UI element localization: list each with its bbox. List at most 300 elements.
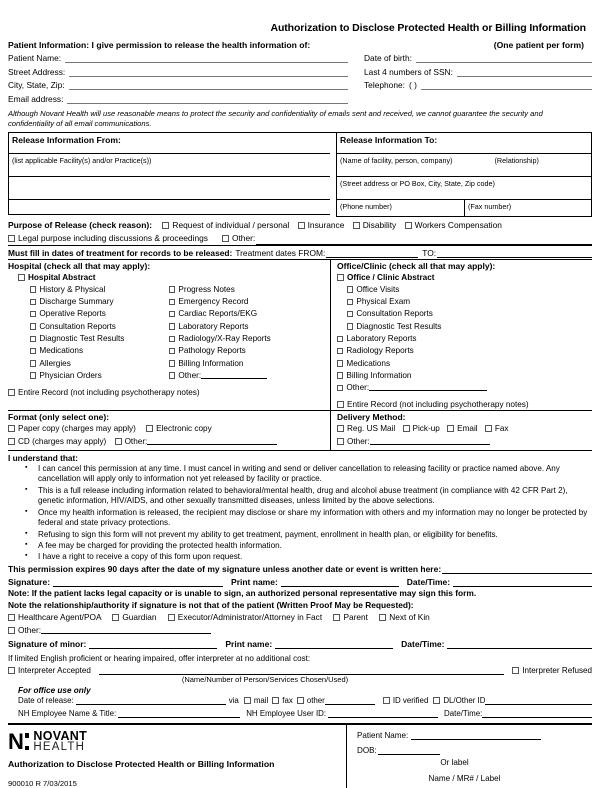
delivery-option-label: Reg. US Mail <box>347 424 396 434</box>
hospital-option-label: Laboratory Reports <box>178 321 249 331</box>
delivery-option-label: Other: <box>347 436 370 446</box>
checkbox-icon[interactable] <box>347 299 353 305</box>
footer-or-label: Or label <box>440 757 469 767</box>
hospital-column <box>8 260 330 411</box>
format-option-label: Paper copy (charges may apply) <box>18 424 136 434</box>
office-option-label: Medications <box>346 358 391 368</box>
novant-health-logo <box>8 730 346 754</box>
release-to-address-hint: (Street address or PO Box, City, State, Zip code) <box>340 178 495 188</box>
release-to-fax-hint: (Fax number) <box>468 201 512 211</box>
delivery-other-input[interactable] <box>370 436 490 445</box>
relationship-option-label: Guardian <box>122 612 157 623</box>
purpose-option-legal[interactable] <box>8 232 208 245</box>
print-name-input[interactable] <box>281 577 399 587</box>
release-from-hint: (list applicable Facility(s) and/or Practice(s)) <box>12 155 152 165</box>
email-address-label: Email address: <box>8 93 64 104</box>
telephone-label: Telephone: <box>364 80 405 91</box>
checkbox-icon[interactable] <box>347 323 353 329</box>
checkbox-icon[interactable] <box>30 348 36 354</box>
checkbox-icon[interactable] <box>30 299 36 305</box>
checkbox-icon[interactable] <box>403 425 410 432</box>
hospital-option-label: Physician Orders <box>39 370 102 380</box>
hospital-option-label: Radiology/X-Ray Reports <box>178 333 271 343</box>
treatment-date-to-input[interactable] <box>437 248 592 258</box>
understand-item-cancel: ▪ I can cancel this permission at any time. I must cancel in writing and send or deliver cancellation to releasing facility or practice named above. Any cancellation will apply only to information not yet released by facility or practice. <box>8 464 592 486</box>
minor-print-name-label: Print name: <box>225 638 273 649</box>
hospital-option-label: Pathology Reports <box>178 346 246 356</box>
checkbox-icon[interactable] <box>337 274 344 281</box>
checkbox-icon[interactable] <box>8 235 15 242</box>
release-to-relationship-hint: (Relationship) <box>494 155 539 165</box>
hospital-option-laboratory-reports[interactable] <box>169 321 330 333</box>
hospital-option-label: Discharge Summary <box>39 297 114 307</box>
checkbox-icon[interactable] <box>115 438 122 445</box>
email-disclaimer: Although Novant Health will use reasonable means to protect the security and confidentiality of emails sent and received, we cannot guarantee the security and confidentiality of all email communications. <box>8 109 543 129</box>
purpose-option-workers-comp-label: Workers Compensation <box>414 219 502 230</box>
relationship-option-parent[interactable] <box>333 612 367 622</box>
office-option-billing-information[interactable] <box>337 370 592 382</box>
logo-health-text: HEALTH <box>33 741 86 754</box>
date-of-release-input[interactable] <box>76 696 226 705</box>
hospital-option-label: History & Physical <box>39 284 106 294</box>
patient-information-fields <box>8 53 592 107</box>
office-use-option-label: ID verified <box>392 695 429 705</box>
relationship-option-label: Executor/Administrator/Attorney in Fact <box>177 612 323 623</box>
format-option-paper-copy[interactable] <box>8 424 136 433</box>
interpreter-refused-label: Interpreter Refused <box>522 665 592 675</box>
date-of-birth-label: Date of birth: <box>364 53 412 63</box>
checkbox-icon[interactable] <box>169 372 175 378</box>
patient-name-field[interactable] <box>8 53 348 63</box>
hospital-option-label: Consultation Reports <box>39 321 116 331</box>
office-option-label: Office Visits <box>356 284 400 294</box>
relationship-option-guardian[interactable] <box>112 612 156 622</box>
hospital-option-diagnostic-test-results[interactable] <box>8 333 169 345</box>
hospital-option-physician-orders[interactable] <box>8 370 169 382</box>
footer-patient-name-input[interactable] <box>411 731 541 740</box>
hospital-option-label: Cardiac Reports/EKG <box>178 309 258 319</box>
delivery-option-pickup[interactable] <box>403 424 440 433</box>
checkbox-icon[interactable] <box>168 614 175 621</box>
hospital-entire-record-option[interactable] <box>8 382 330 398</box>
checkbox-icon[interactable] <box>383 697 390 704</box>
office-entire-record-label: Entire Record (not including psychotherapy notes) <box>347 400 529 410</box>
hospital-option-label: Emergency Record <box>178 297 249 307</box>
checkbox-icon[interactable] <box>8 438 15 445</box>
office-option-office-visits[interactable] <box>337 284 592 296</box>
email-address-input[interactable] <box>67 94 348 104</box>
office-use-heading: For office use only <box>18 685 91 695</box>
understand-item-refusing: ▪ Refusing to sign this form will not prevent my ability to get treatment, payment, enrollment in health plan, or eligibility for benefits. <box>8 530 592 541</box>
minor-signature-input[interactable] <box>89 639 217 649</box>
checkbox-icon[interactable] <box>30 311 36 317</box>
checkbox-icon[interactable] <box>169 286 175 292</box>
interpreter-prompt: If limited English proficient or hearing impaired, offer interpreter at no additional cost: <box>8 653 311 663</box>
office-option-label: Radiology Reports <box>346 346 414 356</box>
release-to-name-cell[interactable] <box>336 153 592 176</box>
footer-left <box>8 725 346 788</box>
format-heading: Format (only select one): <box>8 412 110 423</box>
hospital-option-label: Diagnostic Test Results <box>39 333 125 343</box>
minor-signature-row <box>8 639 592 649</box>
checkbox-icon[interactable] <box>298 222 305 229</box>
format-option-electronic-copy[interactable] <box>146 424 212 433</box>
interpreter-caption: (Name/Number of Person/Services Chosen/Used) <box>181 674 349 684</box>
checkbox-icon[interactable] <box>8 667 15 674</box>
office-clinic-column <box>330 260 592 411</box>
purpose-option-individual-label: Request of individual / personal <box>172 219 290 230</box>
release-from-hint-cell[interactable] <box>8 153 330 176</box>
telephone-input[interactable] <box>421 80 592 90</box>
office-option-consultation-reports[interactable] <box>337 308 592 320</box>
relationship-option-executor[interactable] <box>168 612 322 622</box>
checkbox-icon[interactable] <box>30 360 36 366</box>
checkbox-icon[interactable] <box>8 614 15 621</box>
release-to-contact-row <box>336 199 592 217</box>
office-use-option-label: other <box>306 695 325 705</box>
expiration-text: This permission expires 90 days after the date of my signature unless another date or event is written here: <box>8 564 442 575</box>
street-address-input[interactable] <box>69 67 348 77</box>
delivery-option-label: Email <box>457 424 478 434</box>
format-column <box>8 411 330 449</box>
treatment-dates-to-label: TO: <box>422 247 437 258</box>
employee-user-id-label: NH Employee User ID: <box>246 708 327 718</box>
checkbox-icon[interactable] <box>112 614 119 621</box>
signature-input[interactable] <box>53 577 223 587</box>
delivery-option-label: Fax <box>494 424 509 434</box>
office-option-label: Diagnostic Test Results <box>356 321 442 331</box>
release-to-heading: Release Information To: <box>336 133 592 153</box>
expiration-row <box>8 564 592 574</box>
hospital-option-medications[interactable] <box>8 345 169 357</box>
release-from-line2-cell[interactable] <box>8 176 330 199</box>
relationship-option-next-of-kin[interactable] <box>379 612 430 622</box>
page-title: Authorization to Disclose Protected Health or Billing Information <box>270 22 586 34</box>
records-selection-section <box>8 259 592 411</box>
checkbox-icon[interactable] <box>169 348 175 354</box>
hospital-option-history-physical[interactable] <box>8 284 169 296</box>
release-information-from-block <box>8 133 330 217</box>
interpreter-row <box>8 665 592 675</box>
relationship-option-label: Healthcare Agent/POA <box>18 612 102 623</box>
treatment-date-from-input[interactable] <box>326 248 418 258</box>
hospital-option-other[interactable] <box>169 370 330 382</box>
via-label: via <box>228 695 239 705</box>
delivery-row-1 <box>337 423 592 435</box>
street-address-label: Street Address: <box>8 66 66 77</box>
minor-datetime-label: Date/Time: <box>401 638 445 649</box>
print-name-label: Print name: <box>231 576 278 587</box>
office-use-section <box>8 686 592 718</box>
interpreter-accepted-option[interactable] <box>8 666 91 675</box>
date-of-birth-input[interactable] <box>416 53 592 63</box>
delivery-option-other[interactable] <box>337 437 370 446</box>
office-use-option-label: fax <box>282 695 293 705</box>
format-option-cd[interactable] <box>8 437 106 446</box>
hospital-option-label: Operative Reports <box>39 309 106 319</box>
office-use-option-label: DL/Other ID <box>443 695 486 705</box>
checkbox-icon[interactable] <box>30 286 36 292</box>
checkbox-icon[interactable] <box>30 323 36 329</box>
interpreter-refused-option[interactable] <box>512 666 592 675</box>
relationship-other-label: Other: <box>18 625 42 636</box>
office-use-datetime-label: Date/Time: <box>444 708 483 718</box>
checkbox-icon[interactable] <box>337 401 344 408</box>
checkbox-icon[interactable] <box>30 372 36 378</box>
logo-novant-text: NOVANT <box>33 728 88 743</box>
footer-patient-name-label: Patient Name: <box>357 730 409 740</box>
hospital-option-discharge-summary[interactable] <box>8 296 169 308</box>
office-use-option-fax[interactable] <box>272 696 293 705</box>
purpose-row-1 <box>8 219 592 232</box>
checkbox-icon[interactable] <box>405 222 412 229</box>
release-to-phone-hint: (Phone number) <box>340 201 392 211</box>
relationship-other-input[interactable] <box>41 625 211 634</box>
delivery-option-label: Pick-up <box>412 424 440 434</box>
relationship-options-row <box>8 611 592 624</box>
format-option-label: Other: <box>124 436 148 446</box>
hospital-option-allergies[interactable] <box>8 358 169 370</box>
office-option-physical-exam[interactable] <box>337 296 592 308</box>
city-state-zip-label: City, State, Zip: <box>8 80 65 91</box>
signature-note-1: Note: If the patient lacks legal capacity or is unable to sign, an authorized personal representative may sign this form. <box>8 587 477 598</box>
checkbox-icon[interactable] <box>222 235 229 242</box>
relationship-option-other[interactable] <box>8 625 41 635</box>
office-option-radiology-reports[interactable] <box>337 345 592 357</box>
office-option-other[interactable] <box>337 382 592 394</box>
delivery-heading: Delivery Method: <box>337 412 406 423</box>
release-to-phone-cell[interactable] <box>336 200 464 216</box>
hospital-option-emergency-record[interactable] <box>169 296 330 308</box>
office-entire-record-option[interactable] <box>337 394 592 410</box>
date-of-birth-field[interactable] <box>364 53 592 63</box>
checkbox-icon[interactable] <box>169 299 175 305</box>
signature-row <box>8 577 592 587</box>
hospital-option-consultation-reports[interactable] <box>8 321 169 333</box>
office-heading: Office/Clinic (check all that may apply): <box>337 260 496 271</box>
footer-label-block <box>346 725 592 788</box>
office-option-laboratory-reports[interactable] <box>337 333 592 345</box>
purpose-of-release-section <box>8 217 592 245</box>
checkbox-icon[interactable] <box>337 372 343 378</box>
checkbox-icon[interactable] <box>433 697 440 704</box>
checkbox-icon[interactable] <box>337 348 343 354</box>
understand-item-fee: ▪ A fee may be charged for providing the protected health information. <box>8 541 592 552</box>
treatment-dates-sublabel: Treatment dates FROM: <box>235 247 326 258</box>
checkbox-icon[interactable] <box>337 385 343 391</box>
office-abstract-option[interactable] <box>337 272 592 284</box>
hospital-option-label: Allergies <box>39 358 71 368</box>
telephone-field[interactable] <box>364 80 592 90</box>
release-to-address-cell[interactable] <box>336 176 592 199</box>
street-address-field[interactable] <box>8 67 348 77</box>
office-use-option-dl-other-id[interactable] <box>433 696 485 705</box>
checkbox-icon[interactable] <box>30 336 36 342</box>
release-to-fax-cell[interactable] <box>464 200 592 216</box>
checkbox-icon[interactable] <box>146 425 153 432</box>
employee-name-title-input[interactable] <box>118 709 240 718</box>
understand-item-full-release: ▪ This is a full release including information related to behavioral/mental health, drug and alcohol abuse treatment (in compliance with 42 CFR Part 2), genetic information, HIV/AIDS, and other sexually transmitted diseases, unless limited by the above selections. <box>8 486 592 508</box>
checkbox-icon[interactable] <box>169 336 175 342</box>
checkbox-icon[interactable] <box>347 311 353 317</box>
minor-print-name-input[interactable] <box>275 639 393 649</box>
checkbox-icon[interactable] <box>485 425 492 432</box>
logo-wordmark <box>33 730 87 754</box>
footer-dob-row <box>357 746 592 755</box>
delivery-option-email[interactable] <box>447 424 477 433</box>
checkbox-icon[interactable] <box>272 697 279 704</box>
delivery-column <box>330 411 592 449</box>
purpose-option-workers-comp[interactable] <box>405 220 502 230</box>
checkbox-icon[interactable] <box>169 323 175 329</box>
hospital-abstract-option[interactable] <box>8 272 330 284</box>
checkbox-icon[interactable] <box>333 614 340 621</box>
delivery-option-reg-us-mail[interactable] <box>337 424 395 433</box>
format-option-other[interactable] <box>115 437 148 446</box>
minor-signature-label: Signature of minor: <box>8 638 87 649</box>
format-option-label: Electronic copy <box>156 424 212 434</box>
office-use-employee-row <box>8 709 592 718</box>
date-of-release-label: Date of release: <box>18 695 74 705</box>
office-use-option-label: mail <box>253 695 269 705</box>
checkbox-icon[interactable] <box>347 286 353 292</box>
hospital-option-label: Billing Information <box>178 358 244 368</box>
signature-label: Signature: <box>8 576 51 587</box>
office-use-release-row <box>8 696 592 705</box>
office-option-medications[interactable] <box>337 358 592 370</box>
office-option-label: Billing Information <box>346 370 412 380</box>
email-address-field[interactable] <box>8 94 348 104</box>
checkbox-icon[interactable] <box>297 697 304 704</box>
purpose-option-individual[interactable] <box>162 220 289 230</box>
hospital-option-billing-information[interactable] <box>169 358 330 370</box>
interpreter-name-input[interactable] <box>99 665 504 675</box>
hospital-option-cardiac-reports-ekg[interactable] <box>169 308 330 320</box>
form-footer <box>8 723 592 788</box>
checkbox-icon[interactable] <box>162 222 169 229</box>
expiration-date-input[interactable] <box>442 564 592 574</box>
hospital-options-grid <box>8 284 330 382</box>
patient-fields-left <box>8 53 348 107</box>
purpose-label: Purpose of Release (check reason): <box>8 219 153 230</box>
purpose-option-insurance-label: Insurance <box>307 219 345 230</box>
checkbox-icon[interactable] <box>447 425 454 432</box>
office-option-label: Physical Exam <box>356 297 411 307</box>
relationship-option-label: Parent <box>343 612 368 623</box>
hospital-option-progress-notes[interactable] <box>169 284 330 296</box>
checkbox-icon[interactable] <box>18 274 25 281</box>
datetime-input[interactable] <box>453 577 592 587</box>
employee-user-id-input[interactable] <box>328 709 438 718</box>
checkbox-icon[interactable] <box>8 425 15 432</box>
format-row-2 <box>8 436 330 448</box>
purpose-option-insurance[interactable] <box>298 220 345 230</box>
release-to-name-hint: (Name of facility, person, company) <box>340 155 453 165</box>
logo-squares-icon <box>25 733 30 750</box>
checkbox-icon[interactable] <box>337 360 343 366</box>
patient-name-label: Patient Name: <box>8 53 62 63</box>
footer-name-mr-label: Name / MR# / Label <box>428 773 501 783</box>
telephone-area-prefix: ( ) <box>408 80 417 91</box>
delivery-row-2 <box>337 436 592 448</box>
delivery-option-fax[interactable] <box>485 424 509 433</box>
checkbox-icon[interactable] <box>244 697 251 704</box>
ssn-last4-field[interactable] <box>364 67 592 77</box>
purpose-option-legal-label: Legal purpose including discussions & proceedings <box>18 232 208 243</box>
office-use-option-other[interactable] <box>297 696 325 705</box>
checkbox-icon[interactable] <box>8 389 15 396</box>
office-use-option-mail[interactable] <box>244 696 268 705</box>
release-from-heading: Release Information From: <box>8 133 330 153</box>
hospital-option-radiology-xray-reports[interactable] <box>169 333 330 345</box>
purpose-option-disability[interactable] <box>353 220 397 230</box>
release-information-table <box>8 132 592 217</box>
format-other-input[interactable] <box>147 436 277 445</box>
patient-name-input[interactable] <box>65 53 348 63</box>
checkbox-icon[interactable] <box>379 614 386 621</box>
hospital-option-pathology-reports[interactable] <box>169 345 330 357</box>
office-option-label: Consultation Reports <box>356 309 433 319</box>
checkbox-icon[interactable] <box>337 438 344 445</box>
checkbox-icon[interactable] <box>8 627 15 634</box>
purpose-row-2 <box>8 232 592 245</box>
checkbox-icon[interactable] <box>337 425 344 432</box>
hospital-other-input[interactable] <box>201 370 267 379</box>
release-from-line3-cell[interactable] <box>8 199 330 215</box>
understand-item-copy: ▪ I have a right to receive a copy of this form upon request. <box>8 552 592 563</box>
ssn-last4-label: Last 4 numbers of SSN: <box>364 66 453 77</box>
checkbox-icon[interactable] <box>169 360 175 366</box>
relationship-option-healthcare-agent[interactable] <box>8 612 101 622</box>
format-row-1 <box>8 423 330 435</box>
hospital-option-label: Progress Notes <box>178 284 235 294</box>
relationship-option-label: Next of Kin <box>389 612 430 623</box>
office-other-input[interactable] <box>369 382 487 391</box>
hospital-option-label: Medications <box>39 346 84 356</box>
checkbox-icon[interactable] <box>353 222 360 229</box>
hospital-option-operative-reports[interactable] <box>8 308 169 320</box>
datetime-label: Date/Time: <box>406 576 451 587</box>
understand-heading: I understand that: <box>8 452 79 463</box>
hospital-options-col1 <box>8 284 169 382</box>
ssn-last4-input[interactable] <box>457 67 592 77</box>
purpose-option-other[interactable] <box>222 232 255 245</box>
treatment-dates-label: Must fill in dates of treatment for records to be released: <box>8 247 233 258</box>
office-use-option-id-verified[interactable] <box>383 696 429 705</box>
office-option-diagnostic-test-results[interactable] <box>337 321 592 333</box>
dl-other-id-input[interactable] <box>485 696 592 705</box>
understand-list <box>8 464 592 563</box>
office-option-label: Laboratory Reports <box>346 333 417 343</box>
understand-item-redisclosure: ▪ Once my health information is released, the recipient may disclose or share my information with others and my information may no longer be protected by federal and state privacy protections. <box>8 508 592 530</box>
hospital-entire-record-label: Entire Record (not including psychotherapy notes) <box>18 388 200 398</box>
purpose-option-disability-label: Disability <box>362 219 397 230</box>
minor-datetime-input[interactable] <box>447 639 592 649</box>
logo-letter-n: N <box>8 728 23 754</box>
office-use-other-input[interactable] <box>325 696 375 705</box>
city-state-zip-field[interactable] <box>8 80 348 90</box>
checkbox-icon[interactable] <box>337 336 343 342</box>
hospital-abstract-label: Hospital Abstract <box>28 272 96 282</box>
footer-form-code: 900010 R 7/03/2015 <box>8 778 77 788</box>
office-use-datetime-input[interactable] <box>482 709 592 718</box>
footer-patient-name-row <box>357 731 592 740</box>
city-state-zip-input[interactable] <box>69 80 348 90</box>
checkbox-icon[interactable] <box>512 667 519 674</box>
purpose-other-input[interactable] <box>256 235 592 245</box>
footer-dob-input[interactable] <box>378 746 440 755</box>
checkbox-icon[interactable] <box>169 311 175 317</box>
